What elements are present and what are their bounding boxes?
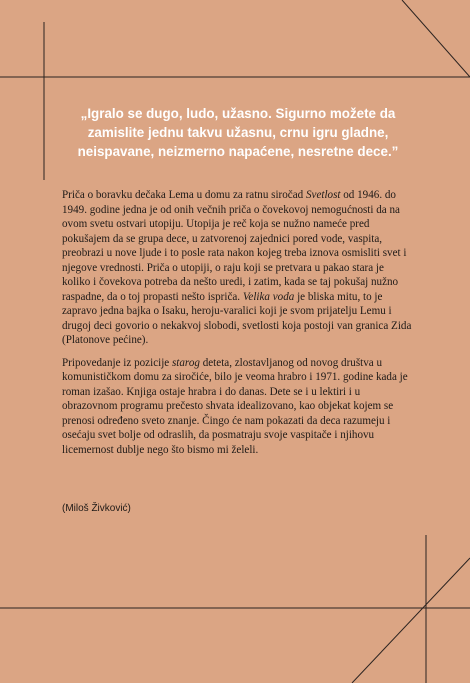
paragraph-1-text-a: Priča o boravku dečaka Lema u domu za ratnu siročad [62, 189, 306, 201]
paragraph-1-text-b: od 1946. do 1949. godine jedna je od onih večnih priča o čovekovoj nemogućnosti da na ovom svetu ostvari utopiju. Utopija je reč koja se nužno nameće pred pokušajem da se grupa dece, u zatvorenoj zajednici pored vode, vaspita, preobrazi u nove ljude i to posle rata nakon kojeg treba iznova osmisliti svet i njegove vrednosti. Priča o utopiji, o raju koji se pretvara u pakao stara je koliko i čovekova potreba da nešto uredi, i zatim, kada se taj pokušaj nužno raspadne, da o toj propasti nešto ispriča. [62, 189, 407, 303]
paragraph-2-text-a: Pripovedanje iz pozicije [62, 356, 172, 369]
body-text [62, 188, 412, 465]
title-svetlost: Svetlost [305, 189, 341, 201]
paragraph-2 [62, 356, 412, 458]
paragraph-2-text-b: deteta, zlostavljanog od novog društva u komunističkom domu za siročiće, bilo je veoma hrabro i 1971. godine kada je roman izašao. Knjiga ostaje hrabra i do danas. Dete se i u lektiri i u obrazovnom programu prečesto shvata idealizovano, kao objekat kojem se prenosi određeno sveto znanje. Čingo će nam pokazati da deca razumeju i osećaju svet bolje od odraslih, da posmatraju svoje vaspitače i njihovu licemernost dublje nego što bismo mi želeli. [62, 356, 408, 456]
paragraph-1 [62, 188, 412, 348]
decor-diagonal-line-top [402, 0, 470, 77]
pull-quote: „Igralo se dugo, ludo, užasno. Sigurno možete da zamislite jednu takvu užasnu, crnu igru gladne, neispavane, neizmerno napaćene, nesretne dece.” [77, 106, 399, 159]
title-velika-voda: Velika voda [242, 290, 295, 303]
paragraph-1-text-c: je bliska mitu, to je zapravo jedna bajka o Isaku, heroju-varalici koji je svom prijatelju Lemu i drugoj deci govorio o nekakvoj slobodi, svetlosti koja postoji van granica Zida (Platonove pećine). [62, 290, 412, 346]
decor-diagonal-line-bottom [352, 558, 470, 683]
author-signature: (Miloš Živković) [62, 503, 131, 514]
word-starog: starog [171, 356, 200, 369]
